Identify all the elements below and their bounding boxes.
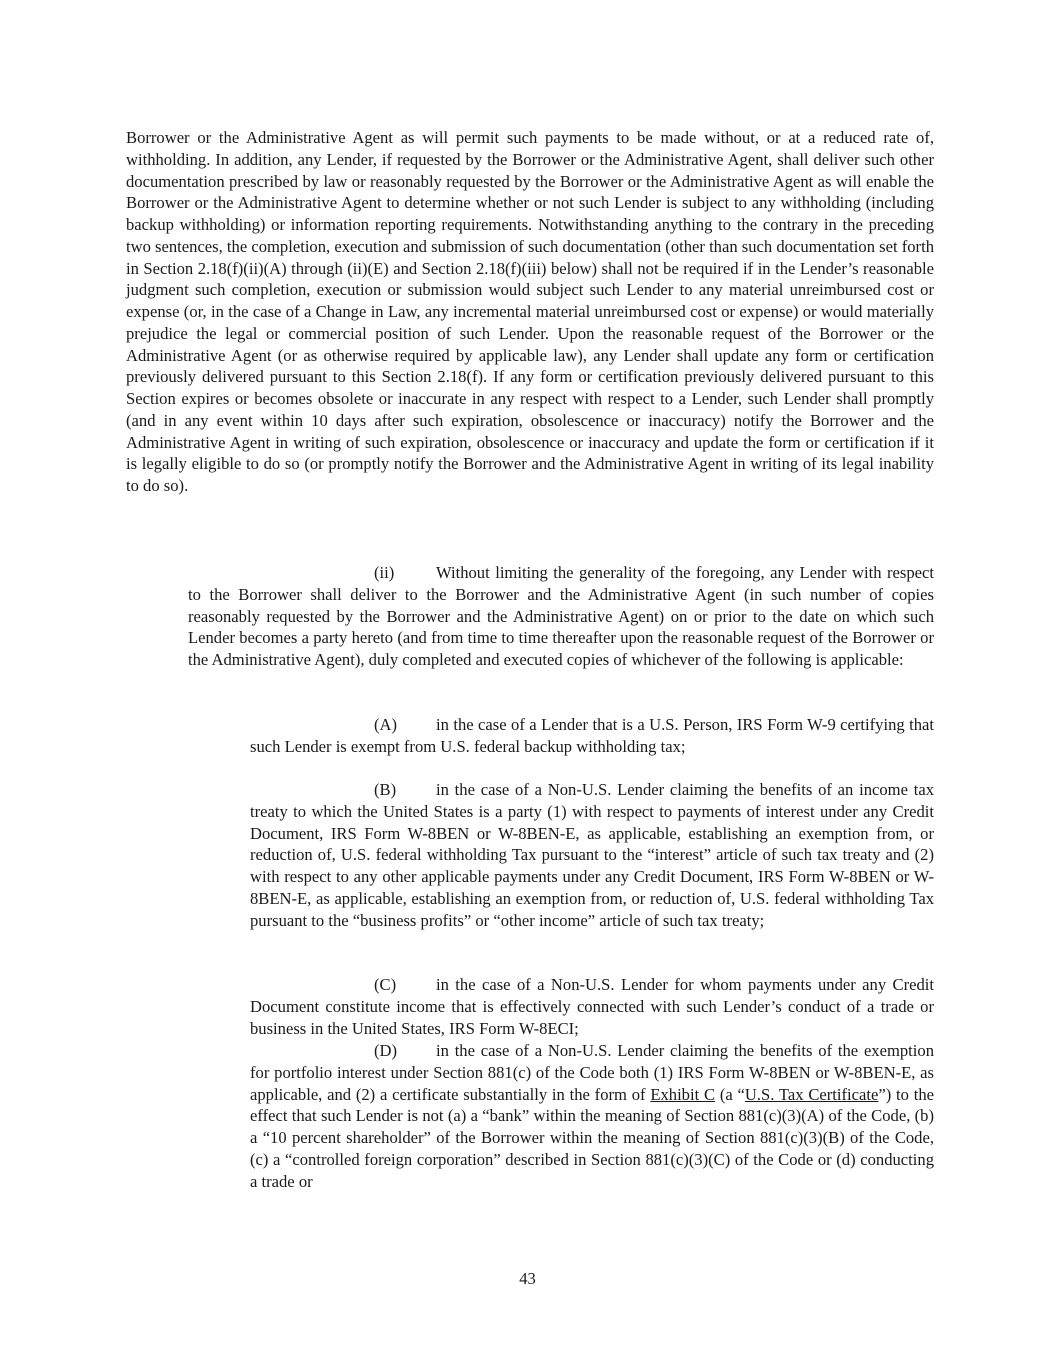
- clause-d-text-part-1: in the case of a Non-U.S. Lender claiming the benefits of the exemption for portfolio interest under Section 881(c) of the Code both (1) IRS Form W-8BEN or W-8BEN-E, as applicable, and (2) a certificate substantially in the form of: [250, 1041, 934, 1104]
- clause-c-number: (C): [374, 975, 397, 994]
- clause-ii: [188, 562, 934, 671]
- paragraph-withholding-documentation: Borrower or the Administrative Agent as will permit such payments to be made without, or at a reduced rate of, withholding. In addition, any Lender, if requested by the Borrower or the Administrative Agent, shall deliver such other documentation prescribed by law or reasonably requested by the Borrower or the Administrative Agent as will enable the Borrower or the Administrative Agent to determine whether or not such Lender is subject to any withholding (including backup withholding) or information reporting requirements. Notwithstanding anything to the contrary in the preceding two sentences, the completion, execution and submission of such documentation (other than such documentation set forth in Section 2.18(f)(ii)(A) through (ii)(E) and Section 2.18(f)(iii) below) shall not be required if in the Lender’s reasonable judgment such completion, execution or submission would subject such Lender to any material unreimbursed cost or expense (or, in the case of a Change in Law, any incremental material unreimbursed cost or expense) or would materially prejudice the legal or commercial position of such Lender. Upon the reasonable request of the Borrower or the Administrative Agent (or as otherwise required by applicable law), any Lender shall update any form or certification previously delivered pursuant to this Section 2.18(f). If any form or certification previously delivered pursuant to this Section expires or becomes obsolete or inaccurate in any respect with respect to a Lender, such Lender shall promptly (and in any event within 10 days after such expiration, obsolescence or inaccuracy) notify the Borrower and the Administrative Agent in writing of such expiration, obsolescence or inaccuracy and update the form or certification if it is legally eligible to do so (or promptly notify the Borrower and the Administrative Agent in writing of its legal inability to do so).: [126, 128, 934, 495]
- clause-b-number: (B): [374, 780, 397, 799]
- clause-ii-text: Without limiting the generality of the foregoing, any Lender with respect to the Borrower shall deliver to the Borrower and the Administrative Agent (in such number of copies reasonably requested by the Borrower and the Administrative Agent) on or prior to the date on which such Lender becomes a party hereto (and from time to time thereafter upon the reasonable request of the Borrower or the Administrative Agent), duly completed and executed copies of whichever of the following is applicable:: [188, 563, 934, 669]
- us-tax-certificate-term: U.S. Tax Certificate: [744, 1084, 879, 1104]
- clause-d: [250, 1040, 934, 1192]
- page-number: 43: [519, 1269, 536, 1288]
- clause-ii-number: (ii): [374, 563, 395, 582]
- exhibit-c-reference: Exhibit C: [650, 1084, 716, 1104]
- clause-a-text: in the case of a Lender that is a U.S. Person, IRS Form W-9 certifying that such Lender is exempt from U.S. federal backup withholding tax;: [250, 715, 934, 756]
- clause-d-text-part-2: (a “: [715, 1084, 745, 1104]
- clause-c: [250, 974, 934, 1039]
- clause-b-text: in the case of a Non-U.S. Lender claiming the benefits of an income tax treaty to which the United States is a party (1) with respect to payments of interest under any Credit Document, IRS Form W-8BEN or W-8BEN-E, as applicable, establishing an exemption from, or reduction of, U.S. federal withholding Tax pursuant to the “interest” article of such tax treaty and (2) with respect to any other applicable payments under any Credit Document, IRS Form W-8BEN or W-8BEN-E, as applicable, establishing an exemption from, or reduction of, U.S. federal withholding Tax pursuant to the “business profits” or “other income” article of such tax treaty;: [250, 780, 934, 930]
- clause-b: [250, 779, 934, 931]
- clause-d-number: (D): [374, 1041, 398, 1060]
- clause-c-text: in the case of a Non-U.S. Lender for whom payments under any Credit Document constitute income that is effectively connected with such Lender’s conduct of a trade or business in the United States, IRS Form W-8ECI;: [250, 975, 934, 1038]
- clause-a: [250, 714, 934, 758]
- clause-a-number: (A): [374, 715, 398, 734]
- clause-d-text-part-3: ”) to the effect that such Lender is not (a) a “bank” within the meaning of Section 881(c)(3)(A) of the Code, (b) a “10 percent shareholder” of the Borrower within the meaning of Section 881(c)(3)(B) of the Code, (c) a “controlled foreign corporation” described in Section 881(c)(3)(C) of the Code or (d) conducting a trade or: [250, 1084, 935, 1191]
